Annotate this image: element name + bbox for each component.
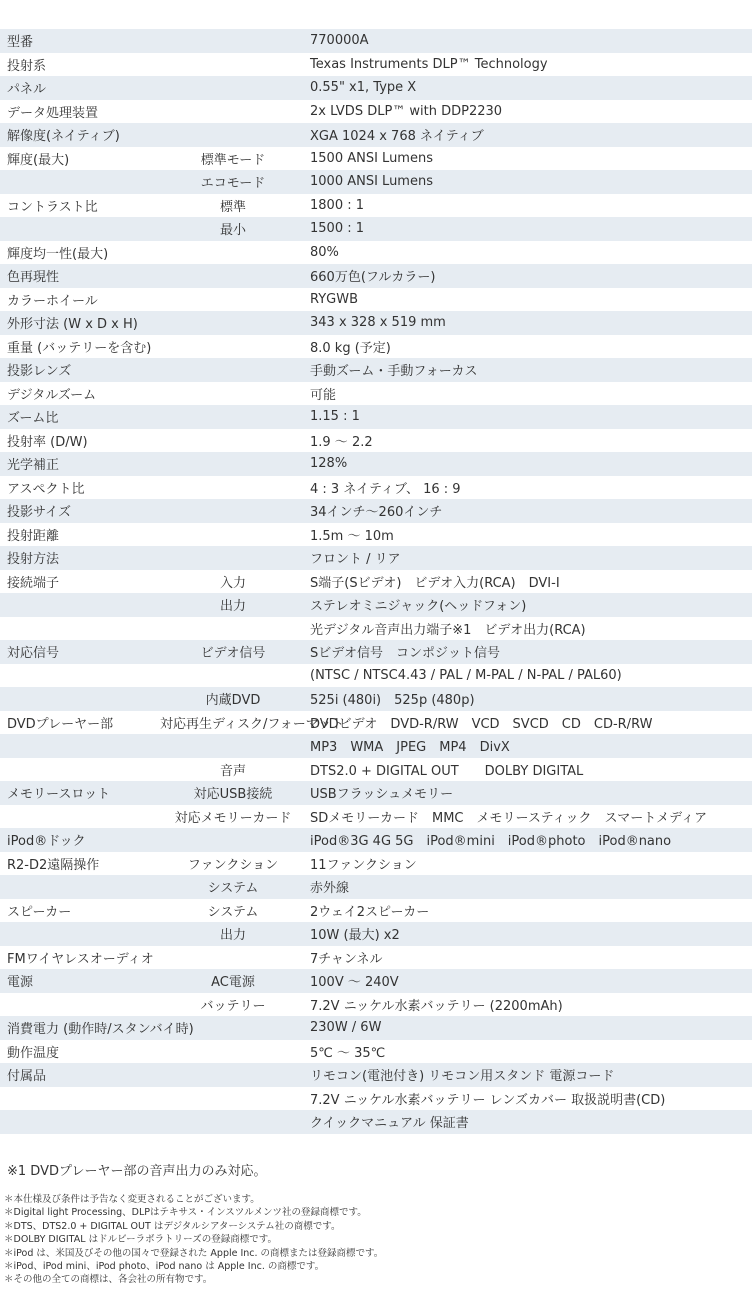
spec-row <box>0 382 752 406</box>
spec-row <box>0 781 752 805</box>
spec-row <box>0 875 752 899</box>
trademark-note: ＊iPod は、米国及びその他の国々で登録された Apple Inc. の商標または登録商標です。 <box>4 1247 384 1259</box>
spec-sublabel: システム <box>207 881 259 897</box>
spec-value: 0.55" x1, Type X <box>310 80 417 96</box>
spec-label: デジタルズーム <box>7 387 97 403</box>
spec-sublabel: エコモード <box>200 176 266 192</box>
spec-row <box>0 546 752 570</box>
spec-row <box>0 805 752 829</box>
spec-sublabel: 最小 <box>219 223 246 239</box>
spec-sublabel: 出力 <box>219 599 246 615</box>
spec-value: XGA 1024 x 768 ネイティブ <box>310 129 484 145</box>
spec-row <box>0 899 752 923</box>
spec-sublabel: AC電源 <box>211 975 255 991</box>
spec-label: 投影レンズ <box>7 364 72 380</box>
spec-value: iPod®3G 4G 5G iPod®mini iPod®photo iPod®nano <box>310 834 672 850</box>
spec-value: 343 x 328 x 519 mm <box>310 315 446 331</box>
spec-label: 消費電力 (動作時/スタンバイ時) <box>7 1022 194 1038</box>
spec-value: 1800 : 1 <box>310 197 364 213</box>
spec-value: 光デジタル音声出力端子※1 ビデオ出力(RCA) <box>310 622 586 638</box>
spec-sublabel: 出力 <box>219 928 246 944</box>
spec-value: DTS2.0 + DIGITAL OUT DOLBY DIGITAL <box>310 763 584 779</box>
spec-value: SDメモリーカード MMC メモリースティック スマートメディア <box>310 810 708 826</box>
spec-row <box>0 429 752 453</box>
spec-value: (NTSC / NTSC4.43 / PAL / M-PAL / N-PAL / PAL60) <box>310 667 622 683</box>
spec-row <box>0 946 752 970</box>
spec-label: データ処理装置 <box>7 105 99 121</box>
spec-value: RYGWB <box>310 291 358 307</box>
spec-value: 可能 <box>310 387 337 403</box>
spec-row <box>0 217 752 241</box>
spec-sublabel: 標準モード <box>200 152 266 168</box>
trademark-notes <box>4 1193 383 1287</box>
spec-value: Sビデオ信号 コンポジット信号 <box>310 646 500 662</box>
spec-row <box>0 617 752 641</box>
spec-row <box>0 476 752 500</box>
spec-row <box>0 335 752 359</box>
spec-value: MP3 WMA JPEG MP4 DivX <box>310 740 510 756</box>
spec-value: フロント / リア <box>310 552 401 568</box>
spec-value: S端子(Sビデオ) ビデオ入力(RCA) DVI-I <box>310 575 560 591</box>
spec-row <box>0 100 752 124</box>
footnote: ※1 DVDプレーヤー部の音声出力のみ対応。 <box>7 1164 267 1179</box>
spec-label: 接続端子 <box>7 575 60 591</box>
spec-label: DVDプレーヤー部 <box>7 716 114 732</box>
spec-row <box>0 758 752 782</box>
spec-sublabel: 標準 <box>219 199 246 215</box>
spec-sublabel: 音声 <box>219 763 246 779</box>
spec-row <box>0 687 752 711</box>
spec-row <box>0 593 752 617</box>
spec-label: スピーカー <box>7 904 72 920</box>
spec-row <box>0 288 752 312</box>
trademark-note: ＊その他の全ての商標は、各会社の所有物です。 <box>4 1274 213 1286</box>
spec-sublabel: 対応USB接続 <box>193 787 273 803</box>
spec-value: 7チャンネル <box>310 951 383 967</box>
spec-row <box>0 53 752 77</box>
spec-value: 7.2V ニッケル水素バッテリー (2200mAh) <box>310 998 563 1014</box>
spec-row <box>0 711 752 735</box>
spec-value: 11ファンクション <box>310 857 417 873</box>
spec-row <box>0 123 752 147</box>
spec-value: 2x LVDS DLP™ with DDP2230 <box>310 103 503 119</box>
spec-row <box>0 640 752 664</box>
spec-label: パネル <box>7 82 47 98</box>
spec-label: iPod®ドック <box>7 834 86 850</box>
trademark-note: ＊本仕様及び条件は予告なく変更されることがございます。 <box>4 1194 260 1205</box>
spec-label: 投射率 (D/W) <box>7 434 88 450</box>
spec-label: 動作温度 <box>7 1045 60 1061</box>
spec-value: ステレオミニジャック(ヘッドフォン) <box>310 599 527 615</box>
trademark-note: ＊iPod、iPod mini、iPod photo、iPod nano は Apple Inc. の商標です。 <box>4 1261 325 1273</box>
spec-row <box>0 570 752 594</box>
spec-row <box>0 170 752 194</box>
spec-label: アスペクト比 <box>7 481 85 497</box>
spec-sublabel: システム <box>207 904 259 920</box>
spec-label: 外形寸法 (W x D x H) <box>7 317 138 333</box>
spec-value: 100V ～ 240V <box>310 975 399 991</box>
spec-row <box>0 194 752 218</box>
trademark-note: ＊DOLBY DIGITAL はドルビーラボラトリーズの登録商標です。 <box>4 1234 277 1246</box>
spec-row <box>0 969 752 993</box>
spec-row <box>0 29 752 53</box>
spec-value: 4 : 3 ネイティブ、 16 : 9 <box>310 481 461 497</box>
spec-row <box>0 922 752 946</box>
spec-value: 1500 ANSI Lumens <box>310 150 433 166</box>
spec-label: 光学補正 <box>7 458 60 474</box>
spec-value: 赤外線 <box>310 881 350 897</box>
spec-label: 重量 (バッテリーを含む) <box>7 340 152 356</box>
spec-label: 対応信号 <box>7 646 60 662</box>
spec-label: 投射距離 <box>7 528 60 544</box>
spec-label: 電源 <box>7 975 34 991</box>
spec-value: 1.5m ～ 10m <box>310 528 394 544</box>
spec-value: リモコン(電池付き) リモコン用スタンド 電源コード <box>310 1069 615 1085</box>
spec-value: 手動ズーム・手動フォーカス <box>310 364 478 380</box>
spec-row <box>0 264 752 288</box>
spec-sublabel: ビデオ信号 <box>200 646 266 662</box>
spec-value: 80% <box>310 244 339 260</box>
spec-row <box>0 993 752 1017</box>
spec-label: FMワイヤレスオーディオ <box>7 951 154 967</box>
spec-value: 1.15 : 1 <box>310 409 360 425</box>
spec-row <box>0 1087 752 1111</box>
spec-label: 投影サイズ <box>7 505 71 521</box>
spec-value: 230W / 6W <box>310 1020 382 1036</box>
spec-value: 8.0 kg (予定) <box>310 340 391 356</box>
spec-label: 付属品 <box>7 1069 47 1085</box>
spec-label: 解像度(ネイティブ) <box>7 129 120 145</box>
spec-row <box>0 734 752 758</box>
spec-value: 128% <box>310 456 348 472</box>
spec-sublabel: 対応メモリーカード <box>174 810 292 826</box>
spec-row <box>0 358 752 382</box>
spec-value: 2ウェイ2スピーカー <box>310 904 430 920</box>
spec-sublabel: 内蔵DVD <box>205 693 261 709</box>
spec-value: 5℃ ～ 35℃ <box>310 1045 386 1061</box>
spec-value: 770000A <box>310 33 369 49</box>
spec-value: USBフラッシュメモリー <box>310 787 454 803</box>
spec-row <box>0 311 752 335</box>
spec-row <box>0 241 752 265</box>
spec-value: 660万色(フルカラー) <box>310 270 436 286</box>
spec-row <box>0 499 752 523</box>
spec-value: 1500 : 1 <box>310 221 364 237</box>
spec-label: メモリースロット <box>7 787 111 803</box>
spec-row <box>0 664 752 688</box>
spec-row <box>0 405 752 429</box>
spec-row <box>0 452 752 476</box>
spec-value: 7.2V ニッケル水素バッテリー レンズカバー 取扱説明書(CD) <box>310 1092 666 1108</box>
spec-row <box>0 852 752 876</box>
spec-label: 輝度均一性(最大) <box>7 246 109 262</box>
spec-value: クイックマニュアル 保証書 <box>310 1116 469 1132</box>
spec-row <box>0 1040 752 1064</box>
spec-row <box>0 1110 752 1134</box>
spec-label: ズーム比 <box>7 411 59 427</box>
spec-value: Texas Instruments DLP™ Technology <box>310 56 548 72</box>
spec-value: 1000 ANSI Lumens <box>310 174 433 190</box>
spec-value: 10W (最大) x2 <box>310 928 400 944</box>
spec-label: 投射方法 <box>7 552 60 568</box>
spec-label: カラーホイール <box>7 293 98 309</box>
spec-label: コントラスト比 <box>7 199 98 215</box>
spec-sublabel: バッテリー <box>200 998 266 1014</box>
spec-label: R2-D2遠隔操作 <box>7 857 100 873</box>
spec-label: 色再現性 <box>7 270 60 286</box>
trademark-note: ＊Digital light Processing、DLPはテキサス・インスツルメンツ社の登録商標です。 <box>4 1207 367 1219</box>
spec-sublabel: ファンクション <box>187 857 279 873</box>
spec-row <box>0 523 752 547</box>
spec-label: 輝度(最大) <box>7 152 70 168</box>
spec-row <box>0 828 752 852</box>
spec-sublabel: 対応再生ディスク/フォーマット <box>160 716 345 732</box>
trademark-note: ＊DTS、DTS2.0 + DIGITAL OUT はデジタルシアターシステム社の商標です。 <box>4 1220 341 1232</box>
spec-value: 1.9 ～ 2.2 <box>310 434 373 450</box>
spec-table <box>0 29 752 1134</box>
spec-value: DVDビデオ DVD-R/RW VCD SVCD CD CD-R/RW <box>310 716 653 732</box>
spec-row <box>0 76 752 100</box>
spec-value: 34インチ～260インチ <box>310 505 443 521</box>
spec-label: 型番 <box>7 35 34 51</box>
spec-label: 投射系 <box>7 58 47 74</box>
spec-row <box>0 147 752 171</box>
spec-value: 525i (480i) 525p (480p) <box>310 693 475 709</box>
spec-row <box>0 1016 752 1040</box>
spec-sublabel: 入力 <box>219 575 246 591</box>
spec-row <box>0 1063 752 1087</box>
